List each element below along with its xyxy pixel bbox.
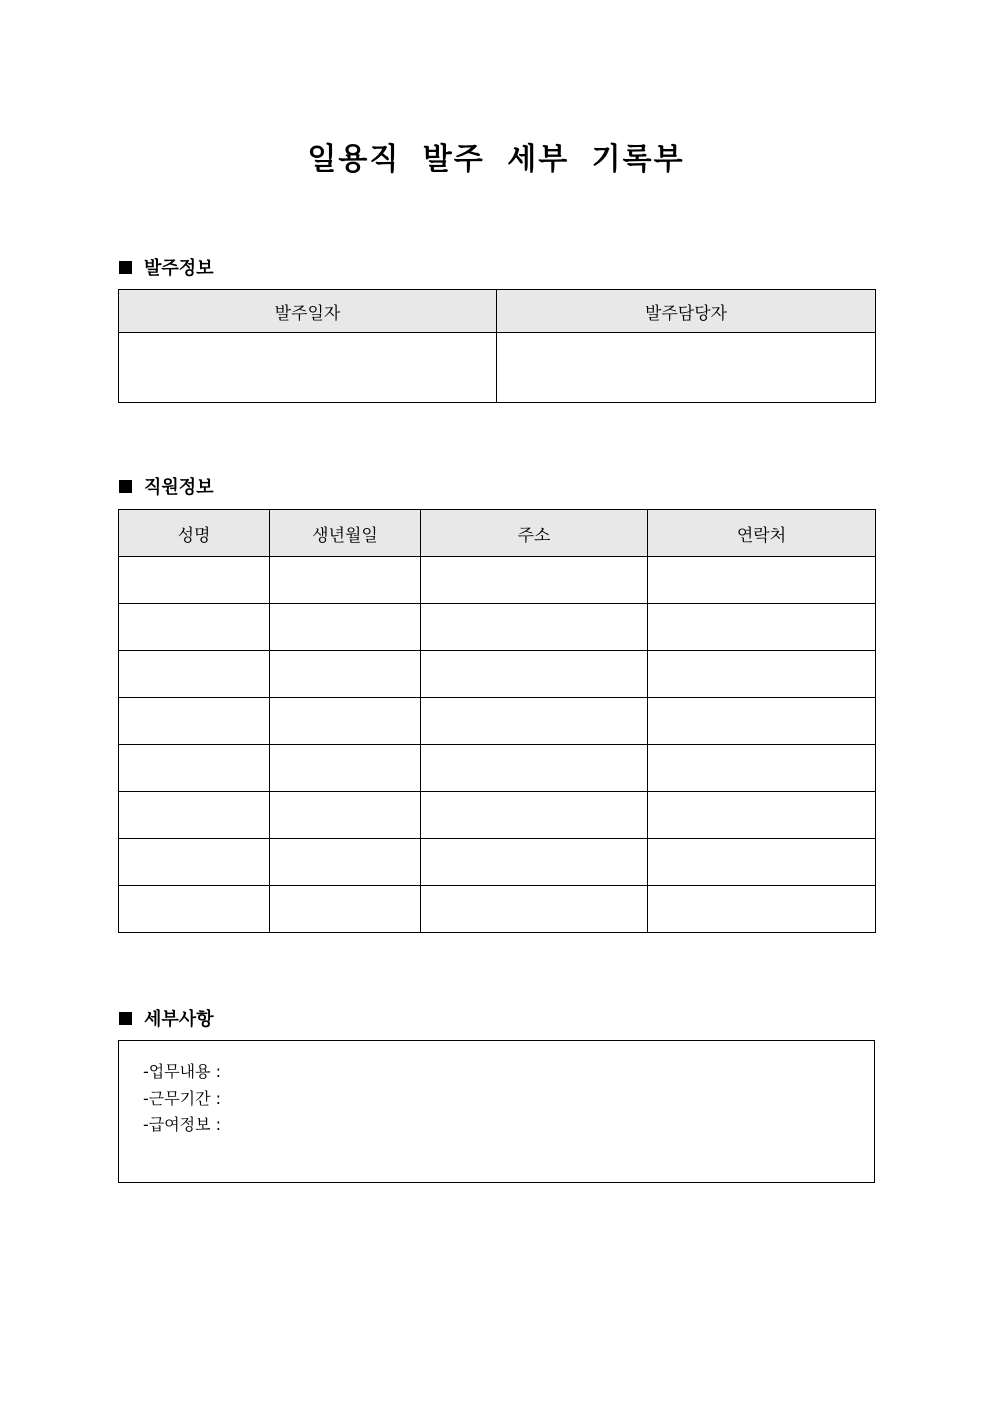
address-cell[interactable] <box>421 745 648 792</box>
contact-cell[interactable] <box>648 651 876 698</box>
address-cell[interactable] <box>421 651 648 698</box>
address-cell[interactable] <box>421 604 648 651</box>
table-row <box>119 651 876 698</box>
square-bullet-icon <box>119 480 132 493</box>
employee-info-heading <box>119 473 214 499</box>
name-cell[interactable] <box>119 557 270 604</box>
address-cell[interactable] <box>421 792 648 839</box>
birthdate-cell[interactable] <box>270 698 421 745</box>
table-row <box>119 792 876 839</box>
table-row <box>119 698 876 745</box>
table-header-row <box>119 510 876 557</box>
header-name: 성명 <box>119 510 270 557</box>
employee-info-table <box>118 509 876 933</box>
birthdate-cell[interactable] <box>270 604 421 651</box>
contact-cell[interactable] <box>648 557 876 604</box>
work-period-line: -근무기간 : <box>143 1089 222 1108</box>
name-cell[interactable] <box>119 745 270 792</box>
employee-info-heading-label: 직원정보 <box>144 477 214 498</box>
table-header-row <box>119 290 876 333</box>
name-cell[interactable] <box>119 698 270 745</box>
header-birthdate: 생년월일 <box>270 510 421 557</box>
address-cell[interactable] <box>421 698 648 745</box>
table-row <box>119 333 876 403</box>
details-heading-label: 세부사항 <box>144 1009 214 1030</box>
address-cell[interactable] <box>421 557 648 604</box>
order-date-cell[interactable] <box>119 333 497 403</box>
order-info-heading-label: 발주정보 <box>144 258 214 279</box>
square-bullet-icon <box>119 1012 132 1025</box>
salary-info-line: -급여정보 : <box>143 1115 222 1134</box>
contact-cell[interactable] <box>648 604 876 651</box>
birthdate-cell[interactable] <box>270 839 421 886</box>
contact-cell[interactable] <box>648 792 876 839</box>
address-cell[interactable] <box>421 839 648 886</box>
address-cell[interactable] <box>421 886 648 933</box>
table-row <box>119 745 876 792</box>
birthdate-cell[interactable] <box>270 886 421 933</box>
square-bullet-icon <box>119 261 132 274</box>
work-content-line: -업무내용 : <box>143 1062 222 1081</box>
order-manager-cell[interactable] <box>497 333 876 403</box>
header-contact: 연락처 <box>648 510 876 557</box>
contact-cell[interactable] <box>648 745 876 792</box>
contact-cell[interactable] <box>648 839 876 886</box>
name-cell[interactable] <box>119 839 270 886</box>
birthdate-cell[interactable] <box>270 745 421 792</box>
birthdate-cell[interactable] <box>270 557 421 604</box>
order-info-table <box>118 289 876 403</box>
header-order-manager: 발주담당자 <box>497 290 876 333</box>
name-cell[interactable] <box>119 886 270 933</box>
details-heading <box>119 1005 214 1031</box>
table-row <box>119 604 876 651</box>
contact-cell[interactable] <box>648 886 876 933</box>
table-row <box>119 557 876 604</box>
header-address: 주소 <box>421 510 648 557</box>
table-row <box>119 886 876 933</box>
details-box[interactable] <box>118 1040 875 1183</box>
birthdate-cell[interactable] <box>270 792 421 839</box>
order-info-heading <box>119 254 214 280</box>
contact-cell[interactable] <box>648 698 876 745</box>
birthdate-cell[interactable] <box>270 651 421 698</box>
name-cell[interactable] <box>119 651 270 698</box>
name-cell[interactable] <box>119 792 270 839</box>
name-cell[interactable] <box>119 604 270 651</box>
document-title: 일용직 발주 세부 기록부 <box>307 142 685 177</box>
header-order-date: 발주일자 <box>119 290 497 333</box>
table-row <box>119 839 876 886</box>
